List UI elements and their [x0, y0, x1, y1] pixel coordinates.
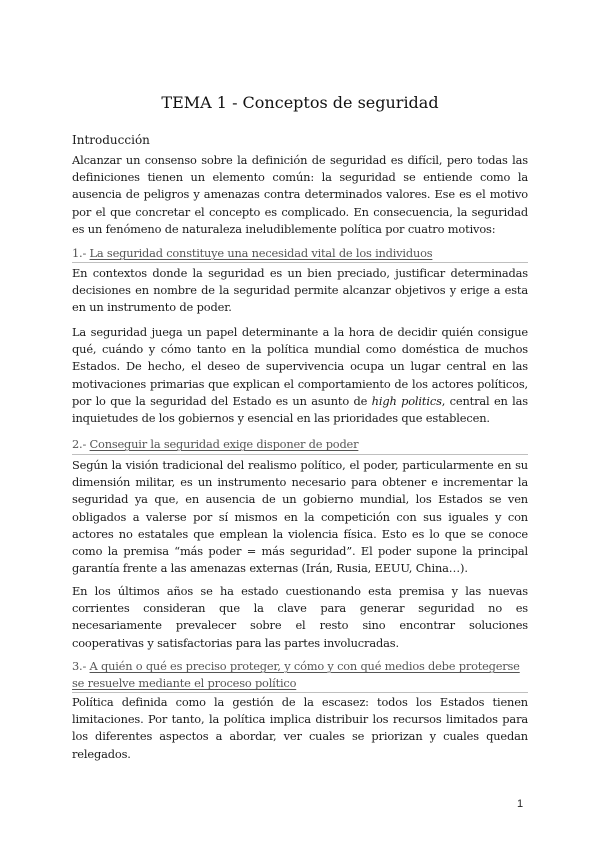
page-number: 1: [517, 798, 524, 810]
section-title: Conseguir la seguridad exige disponer de poder: [89, 437, 359, 451]
section-title: La seguridad constituye una necesidad vital de los individuos: [89, 246, 433, 260]
section-divider: [72, 262, 528, 263]
paragraph-text: La seguridad juega un papel determinante a la hora de decidir quién consigue qué, cuándo y cómo tanto en la política mundial como doméstica de muchos Estados. De hecho, el deseo de supervivencia ocupa un lugar central en las motivaciones primarias que explican el comportamiento de los actores políticos, por lo que la seguridad del Estado es un asunto de: [72, 325, 528, 408]
section-2-paragraph-1: Según la visión tradicional del realismo político, el poder, particularmente en su dimensión militar, es un instrumento necesario para obtener e incrementar la seguridad ya que, en ausencia de un gobierno mundial, los Estados se ven obligados a valerse por sí mismos en la competición con sus iguales y con actores no estatales que emplean la violencia física. Esto es lo que se conoce como la premisa “más poder = más seguridad”. El poder supone la principal garantía frente a las amenazas externas (Irán, Rusia, EEUU, China…).: [72, 458, 528, 576]
document-title: TEMA 1 - Conceptos de seguridad: [161, 93, 439, 112]
section-title: A quién o qué es preciso proteger, y cómo y con qué medios debe protegerse se resuelve mediante el proceso político: [72, 659, 520, 690]
section-number: 3.-: [72, 659, 87, 673]
section-1-paragraph-1: En contextos donde la seguridad es un bien preciado, justificar determinadas decisiones en nombre de la seguridad permite alcanzar objetivos y erige a esta en un instrumento de poder.: [72, 266, 528, 315]
section-heading-2: [72, 436, 528, 453]
intro-paragraph: Alcanzar un consenso sobre la definición de seguridad es difícil, pero todas las definiciones tienen un elemento común: la seguridad se entiende como la ausencia de peligros y amenazas contra determinados valores. Ese es el motivo por el que concretar el concepto es complicado. En consecuencia, la seguridad es un fenómeno de naturaleza ineludiblemente política por cuatro motivos:: [72, 153, 528, 236]
section-divider: [72, 454, 528, 455]
emphasis-term: high politics: [371, 393, 442, 408]
intro-heading: Introducción: [72, 133, 150, 147]
section-2-paragraph-2: En los últimos años se ha estado cuestionando esta premisa y las nuevas corrientes consideran que la clave para generar seguridad no es necesariamente prevalecer sobre el resto sino encontrar soluciones cooperativas y satisfactorias para las partes involucradas.: [72, 584, 528, 650]
section-3-paragraph-1: Política definida como la gestión de la escasez: todos los Estados tienen limitaciones. Por tanto, la política implica distribuir los recursos limitados para los diferentes aspectos a abordar, ver cuales se priorizan y cuales quedan relegados.: [72, 695, 528, 761]
section-number: 2.-: [72, 437, 87, 451]
section-number: 1.-: [72, 246, 87, 260]
section-heading-3: [72, 658, 528, 692]
section-heading-1: [72, 245, 528, 262]
section-divider: [72, 692, 528, 693]
section-1-paragraph-2: [72, 324, 528, 427]
paragraph-text: , central en las inquietudes de los gobiernos y esencial en las prioridades que establecen.: [72, 393, 528, 426]
